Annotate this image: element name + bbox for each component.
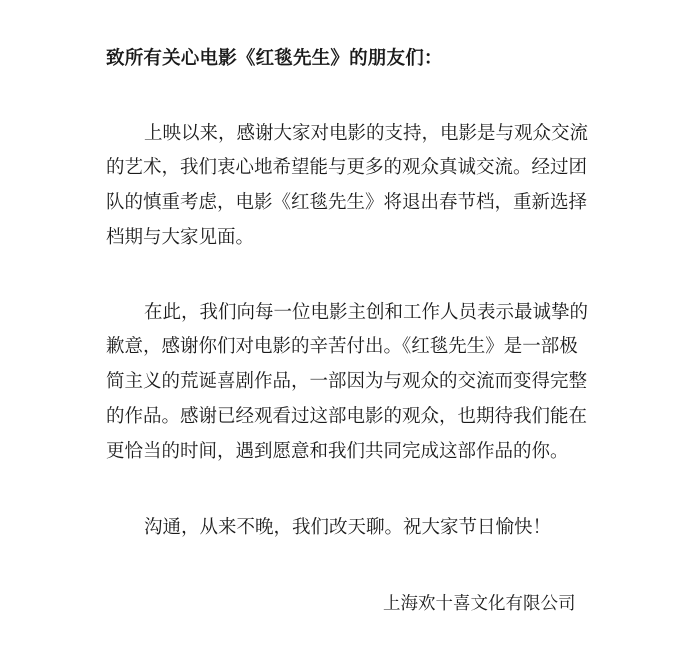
paragraph-line: 歉意，感谢你们对电影的辛苦付出。《红毯先生》是一部极 [106,336,578,357]
paragraph-line: 沟通，从来不晚，我们改天聊。祝大家节日愉快！ [144,517,552,538]
salutation: 致所有关心电影《红毯先生》的朋友们： [106,48,443,69]
paragraph-line: 更恰当的时间，遇到愿意和我们共同完成这部作品的你。 [106,441,569,462]
paragraph-line: 的作品。感谢已经观看过这部电影的观众，也期待我们能在 [106,406,588,427]
paragraph-line: 上映以来，感谢大家对电影的支持，电影是与观众交流 [144,123,589,144]
paragraph-line: 队的慎重考虑，电影《红毯先生》将退出春节档，重新选择 [106,192,588,213]
paragraph-line: 在此，我们向每一位电影主创和工作人员表示最诚挚的 [144,302,589,323]
signature: 上海欢十喜文化有限公司 [383,594,576,614]
paragraph-line: 的艺术，我们衷心地希望能与更多的观众真诚交流。经过团 [106,157,588,178]
paragraph-line: 简主义的荒诞喜剧作品，一部因为与观众的交流而变得完整 [106,371,588,392]
paragraph-line: 档期与大家见面。 [106,227,255,248]
